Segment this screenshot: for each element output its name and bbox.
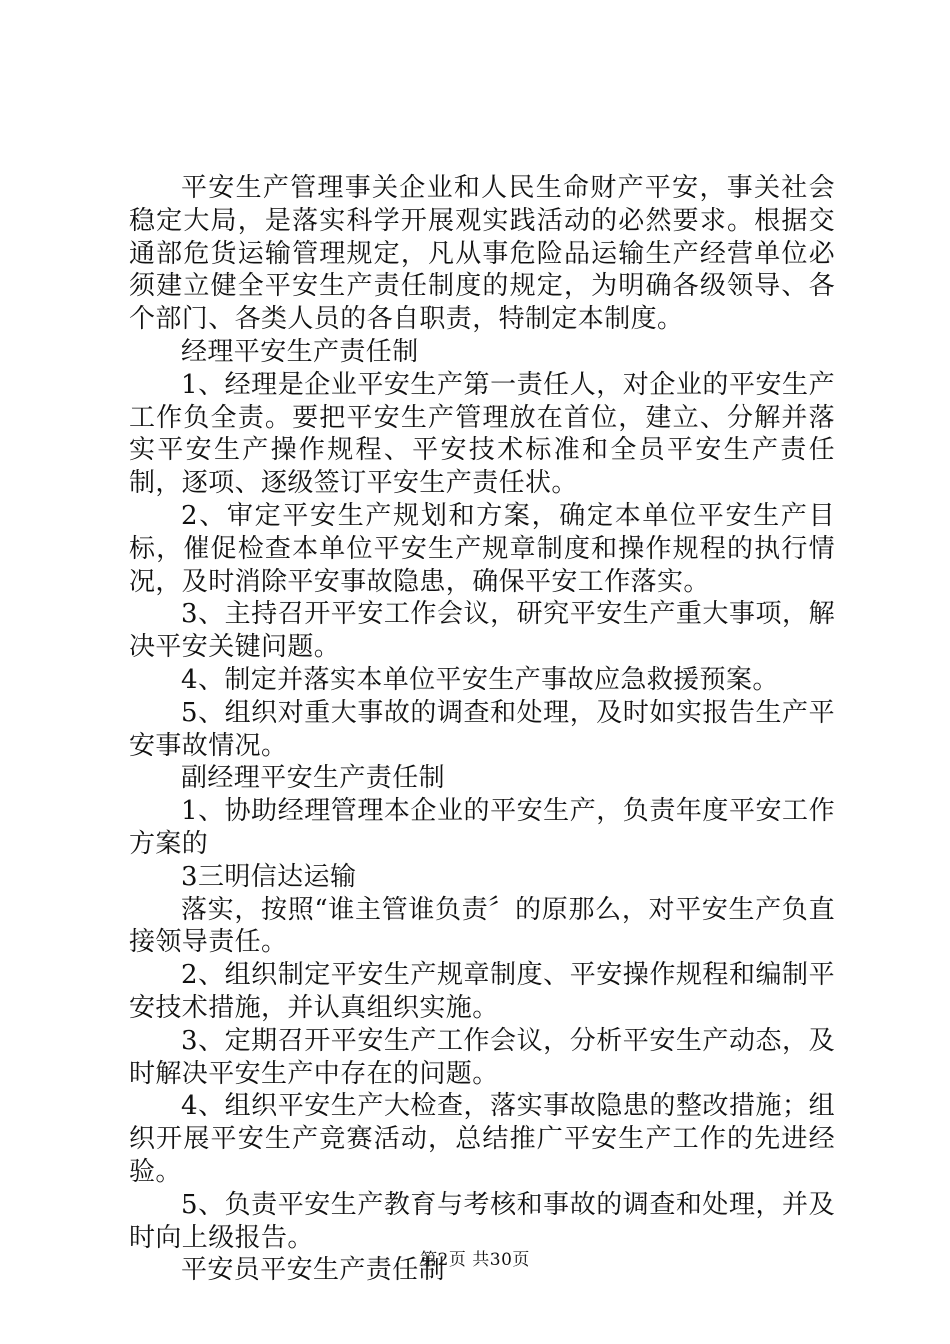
section-heading-safety-officer: 平安员平安生产责任制 <box>181 1255 446 1286</box>
deputy-item-2: 2、组织制定平安生产规章制度、平安操作规程和编制平安技术措施，并认真组织实施。 <box>129 960 835 1023</box>
section-heading-deputy-manager: 副经理平安生产责任制 <box>181 763 446 794</box>
section-heading-manager: 经理平安生产责任制 <box>181 336 419 367</box>
manager-item-2: 2、审定平安生产规划和方案，确定本单位平安生产目标，催促检查本单位平安生产规章制度和操作规程的执行情况，及时消除平安事故隐患，确保平安工作落实。 <box>129 500 835 597</box>
deputy-item-5: 5、负责平安生产教育与考核和事故的调查和处理，并及时向上级报告。 <box>129 1189 835 1253</box>
deputy-item-1: 1、协助经理管理本企业的平安生产，负责年度平安工作方案的 <box>129 796 835 859</box>
document-body <box>129 172 835 1287</box>
page-number-footer: 第2页 共30页 <box>420 1250 530 1270</box>
deputy-item-3: 3、定期召开平安生产工作会议，分析平安生产动态，及时解决平安生产中存在的问题。 <box>129 1025 835 1089</box>
intro-paragraph: 平安生产管理事关企业和人民生命财产平安，事关社会稳定大局，是落实科学开展观实践活动的必然要求。根据交通部危货运输管理规定，凡从事危险品运输生产经营单位必须建立健全平安生产责任制度的规定，为明确各级领导、各个部门、各类人员的各自职责，特制定本制度。 <box>129 173 835 335</box>
company-name-line: 3三明信达运输 <box>181 861 357 892</box>
manager-item-5: 5、组织对重大事故的调查和处理，及时如实报告生产平安事故情况。 <box>129 697 835 761</box>
deputy-item-4: 4、组织平安生产大检查，落实事故隐患的整改措施；组织开展平安生产竞赛活动，总结推广平安生产工作的先进经验。 <box>129 1091 835 1187</box>
deputy-item-1-continued: 落实，按照“谁主管谁负责〞的原那么，对平安生产负直接领导责任。 <box>129 894 835 958</box>
manager-item-4: 4、制定并落实本单位平安生产事故应急救援预案。 <box>181 664 779 695</box>
manager-item-3: 3、主持召开平安工作会议，研究平安生产重大事项，解决平安关键问题。 <box>129 599 835 663</box>
manager-item-1: 1、经理是企业平安生产第一责任人，对企业的平安生产工作负全责。要把平安生产管理放在首位，建立、分解并落实平安生产操作规程、平安技术标准和全员平安生产责任制，逐项、逐级签订平安生产责任状。 <box>129 369 835 499</box>
